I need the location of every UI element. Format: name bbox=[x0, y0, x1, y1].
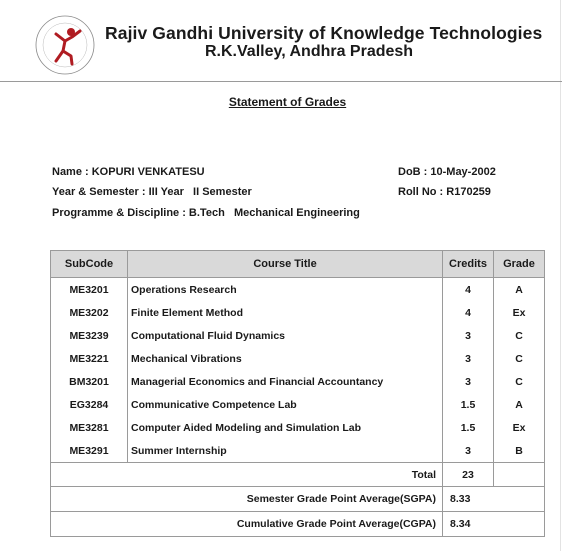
document-title-text: Statement of Grades bbox=[228, 95, 347, 109]
cell-course-title: Computational Fluid Dynamics bbox=[128, 324, 443, 347]
cell-credits: 3 bbox=[443, 370, 494, 393]
cell-subcode: ME3291 bbox=[51, 439, 128, 463]
table-row bbox=[51, 393, 545, 416]
cell-subcode: ME3202 bbox=[51, 301, 128, 324]
cell-grade: C bbox=[494, 347, 545, 370]
university-logo-icon bbox=[34, 14, 96, 76]
cell-credits: 4 bbox=[443, 278, 494, 302]
cell-grade: A bbox=[494, 393, 545, 416]
cell-credits: 1.5 bbox=[443, 393, 494, 416]
cell-subcode: ME3281 bbox=[51, 416, 128, 439]
table-row bbox=[51, 324, 545, 347]
university-name: Rajiv Gandhi University of Knowledge Technologies bbox=[105, 23, 543, 43]
cell-subcode: ME3239 bbox=[51, 324, 128, 347]
sgpa-row bbox=[51, 487, 545, 512]
cell-grade: C bbox=[494, 370, 545, 393]
cell-subcode: BM3201 bbox=[51, 370, 128, 393]
table-row bbox=[51, 416, 545, 439]
cell-grade: B bbox=[494, 439, 545, 463]
cell-grade: Ex bbox=[494, 416, 545, 439]
cell-credits: 4 bbox=[443, 301, 494, 324]
student-year-semester: Year & Semester : III Year II Semester bbox=[52, 186, 252, 198]
cgpa-row bbox=[51, 512, 545, 537]
cell-course-title: Mechanical Vibrations bbox=[128, 347, 443, 370]
table-header-row bbox=[51, 251, 545, 278]
total-label: Total bbox=[51, 463, 443, 487]
table-row bbox=[51, 370, 545, 393]
cell-course-title: Summer Internship bbox=[128, 439, 443, 463]
cgpa-label: Cumulative Grade Point Average(CGPA) bbox=[51, 512, 443, 537]
col-header-course-title: Course Title bbox=[128, 251, 443, 278]
cell-grade: C bbox=[494, 324, 545, 347]
col-header-grade: Grade bbox=[494, 251, 545, 278]
cell-course-title: Operations Research bbox=[128, 278, 443, 302]
grades-table bbox=[50, 250, 545, 537]
page-edge bbox=[560, 0, 561, 551]
university-location: R.K.Valley, Andhra Pradesh bbox=[205, 43, 414, 60]
cell-credits: 3 bbox=[443, 347, 494, 370]
sgpa-value: 8.33 bbox=[443, 487, 545, 512]
total-credits: 23 bbox=[443, 463, 494, 487]
cell-course-title: Communicative Competence Lab bbox=[128, 393, 443, 416]
student-name: Name : KOPURI VENKATESU bbox=[52, 166, 205, 178]
student-roll-no: Roll No : R170259 bbox=[398, 186, 491, 198]
document-title bbox=[0, 95, 575, 109]
table-row bbox=[51, 278, 545, 302]
cell-credits: 3 bbox=[443, 439, 494, 463]
cell-course-title: Managerial Economics and Financial Accountancy bbox=[128, 370, 443, 393]
table-row bbox=[51, 439, 545, 463]
col-header-credits: Credits bbox=[443, 251, 494, 278]
cgpa-value: 8.34 bbox=[443, 512, 545, 537]
header-divider bbox=[0, 81, 562, 82]
letterhead bbox=[0, 0, 575, 82]
sgpa-label: Semester Grade Point Average(SGPA) bbox=[51, 487, 443, 512]
col-header-subcode: SubCode bbox=[51, 251, 128, 278]
cell-course-title: Computer Aided Modeling and Simulation Lab bbox=[128, 416, 443, 439]
student-programme: Programme & Discipline : B.Tech Mechanical Engineering bbox=[52, 207, 360, 219]
total-row bbox=[51, 463, 545, 487]
table-row bbox=[51, 347, 545, 370]
cell-subcode: ME3201 bbox=[51, 278, 128, 302]
cell-subcode: EG3284 bbox=[51, 393, 128, 416]
total-grade-empty bbox=[494, 463, 545, 487]
cell-course-title: Finite Element Method bbox=[128, 301, 443, 324]
cell-credits: 1.5 bbox=[443, 416, 494, 439]
cell-subcode: ME3221 bbox=[51, 347, 128, 370]
student-dob: DoB : 10-May-2002 bbox=[398, 166, 496, 178]
table-row bbox=[51, 301, 545, 324]
cell-grade: Ex bbox=[494, 301, 545, 324]
cell-grade: A bbox=[494, 278, 545, 302]
cell-credits: 3 bbox=[443, 324, 494, 347]
